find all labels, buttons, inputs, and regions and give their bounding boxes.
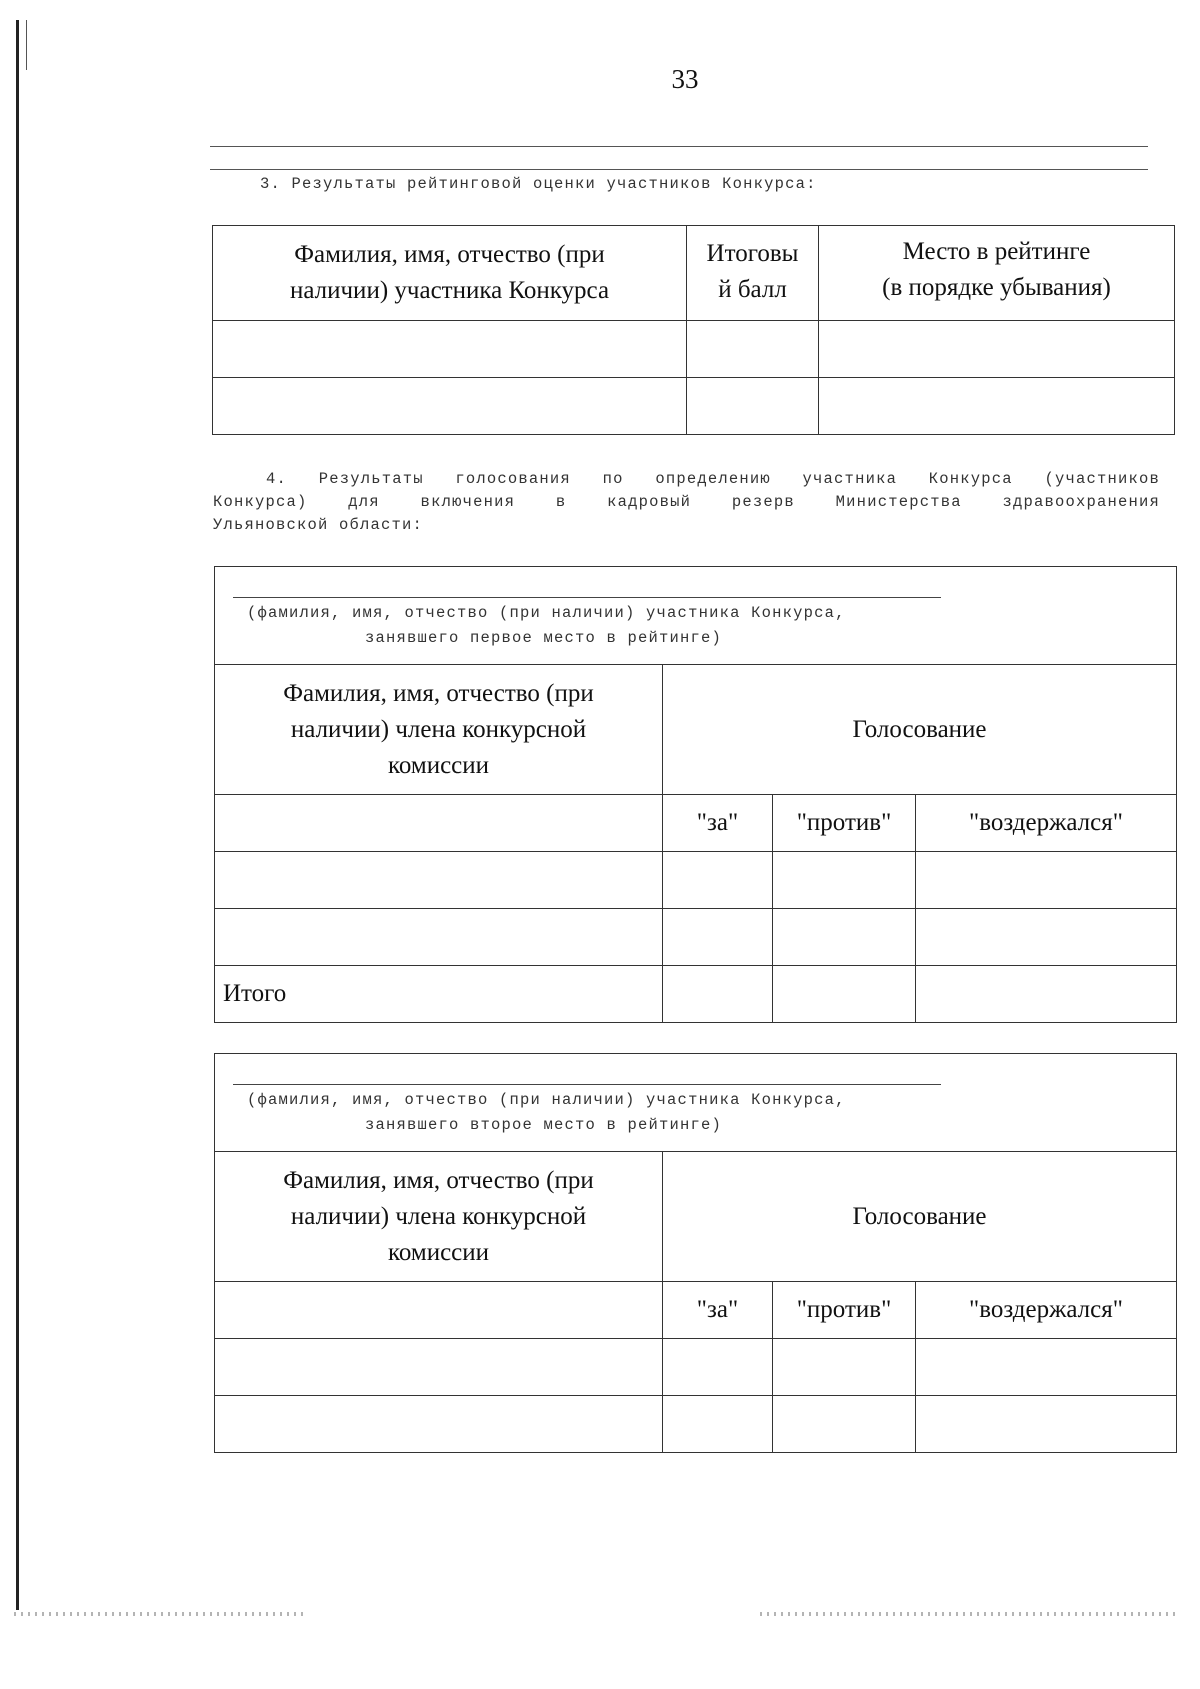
header-line: наличии) участника Конкурса (289, 277, 610, 304)
section-4-line-3: Ульяновской области: (213, 516, 424, 534)
header-line: наличии) члена конкурсной (290, 1202, 587, 1230)
table-row (215, 909, 1177, 966)
page-number: 33 (671, 64, 699, 94)
vote-table-first-place (214, 566, 1177, 1023)
table-cell (663, 1396, 773, 1453)
vote-table-header (215, 1152, 1177, 1282)
option-for: "за" (663, 1282, 773, 1339)
header-rank (819, 226, 1175, 321)
caption-line-text: (фамилия, имя, отчество (при наличии) участника Конкурса, (247, 604, 846, 622)
table-cell (215, 795, 663, 852)
vote-table-second-place (214, 1053, 1177, 1453)
vote-options-row (215, 795, 1177, 852)
table-cell (663, 1339, 773, 1396)
scan-edge-artifact (26, 20, 27, 70)
total-label: Итого (215, 966, 663, 1023)
caption-line-text: занявшего первое место в рейтинге) (365, 629, 723, 647)
participant-name-field (215, 1054, 1177, 1152)
caption-line-text: занявшего второе место в рейтинге) (365, 1116, 723, 1134)
scan-noise (14, 1612, 304, 1616)
header-member-name (215, 1152, 663, 1282)
participant-caption (247, 601, 846, 651)
table-cell (916, 966, 1177, 1023)
table-cell (215, 852, 663, 909)
header-line: (в порядке убывания) (882, 274, 1111, 301)
header-line: Фамилия, имя, отчество (при (294, 241, 605, 268)
table-row (215, 1396, 1177, 1453)
participant-name-line (233, 597, 941, 598)
table-cell (215, 1396, 663, 1453)
option-abstained: "воздержался" (916, 795, 1177, 852)
vote-table-caption-row (215, 1054, 1177, 1152)
header-line: комиссии (387, 1238, 490, 1266)
table-row (215, 1339, 1177, 1396)
table-cell (687, 321, 819, 378)
participant-caption (247, 1088, 846, 1138)
table-cell (213, 321, 687, 378)
table-cell (663, 909, 773, 966)
table-cell (916, 1396, 1177, 1453)
table-cell (819, 321, 1175, 378)
vote-table-caption-row (215, 567, 1177, 665)
separator-line (210, 169, 1148, 170)
table-cell (773, 1396, 916, 1453)
table-cell (773, 909, 916, 966)
table-cell (773, 966, 916, 1023)
header-line: й балл (718, 276, 787, 303)
section-4-line-1: 4. Результаты голосования по определению участника Конкурса (участников (266, 470, 1160, 488)
vote-table-header (215, 665, 1177, 795)
table-cell (663, 966, 773, 1023)
table-cell (916, 852, 1177, 909)
table-cell (215, 909, 663, 966)
rating-table-header (213, 226, 1175, 321)
table-cell (916, 909, 1177, 966)
table-row (213, 321, 1175, 378)
option-against: "против" (773, 1282, 916, 1339)
header-voting: Голосование (663, 1152, 1177, 1282)
header-line: Итоговы (706, 240, 799, 267)
scan-noise (760, 1612, 1180, 1616)
table-cell (819, 378, 1175, 435)
table-row (215, 852, 1177, 909)
section-3-heading: 3. Результаты рейтинговой оценки участников Конкурса: (260, 175, 817, 193)
header-full-name (213, 226, 687, 321)
table-cell (916, 1339, 1177, 1396)
section-4-line-2: Конкурса) для включения в кадровый резерв Министерства здравоохранения (213, 493, 1160, 511)
header-member-name (215, 665, 663, 795)
table-cell (213, 378, 687, 435)
table-cell (215, 1282, 663, 1339)
total-row (215, 966, 1177, 1023)
table-cell (773, 852, 916, 909)
caption-line-text: (фамилия, имя, отчество (при наличии) участника Конкурса, (247, 1091, 846, 1109)
rating-table (212, 225, 1175, 435)
scan-edge-artifact (16, 20, 19, 1610)
vote-options-row (215, 1282, 1177, 1339)
option-abstained: "воздержался" (916, 1282, 1177, 1339)
header-voting: Голосование (663, 665, 1177, 795)
separator-line (210, 146, 1148, 147)
table-cell (773, 1339, 916, 1396)
table-cell (663, 852, 773, 909)
table-row (213, 378, 1175, 435)
table-cell (687, 378, 819, 435)
participant-name-line (233, 1084, 941, 1085)
header-line: Фамилия, имя, отчество (при (283, 1166, 594, 1194)
header-line: Место в рейтинге (902, 238, 1091, 265)
participant-name-field (215, 567, 1177, 665)
header-line: наличии) члена конкурсной (290, 715, 587, 743)
table-cell (215, 1339, 663, 1396)
header-total-score (687, 226, 819, 321)
option-against: "против" (773, 795, 916, 852)
header-line: комиссии (387, 751, 490, 779)
header-line: Фамилия, имя, отчество (при (283, 679, 594, 707)
option-for: "за" (663, 795, 773, 852)
